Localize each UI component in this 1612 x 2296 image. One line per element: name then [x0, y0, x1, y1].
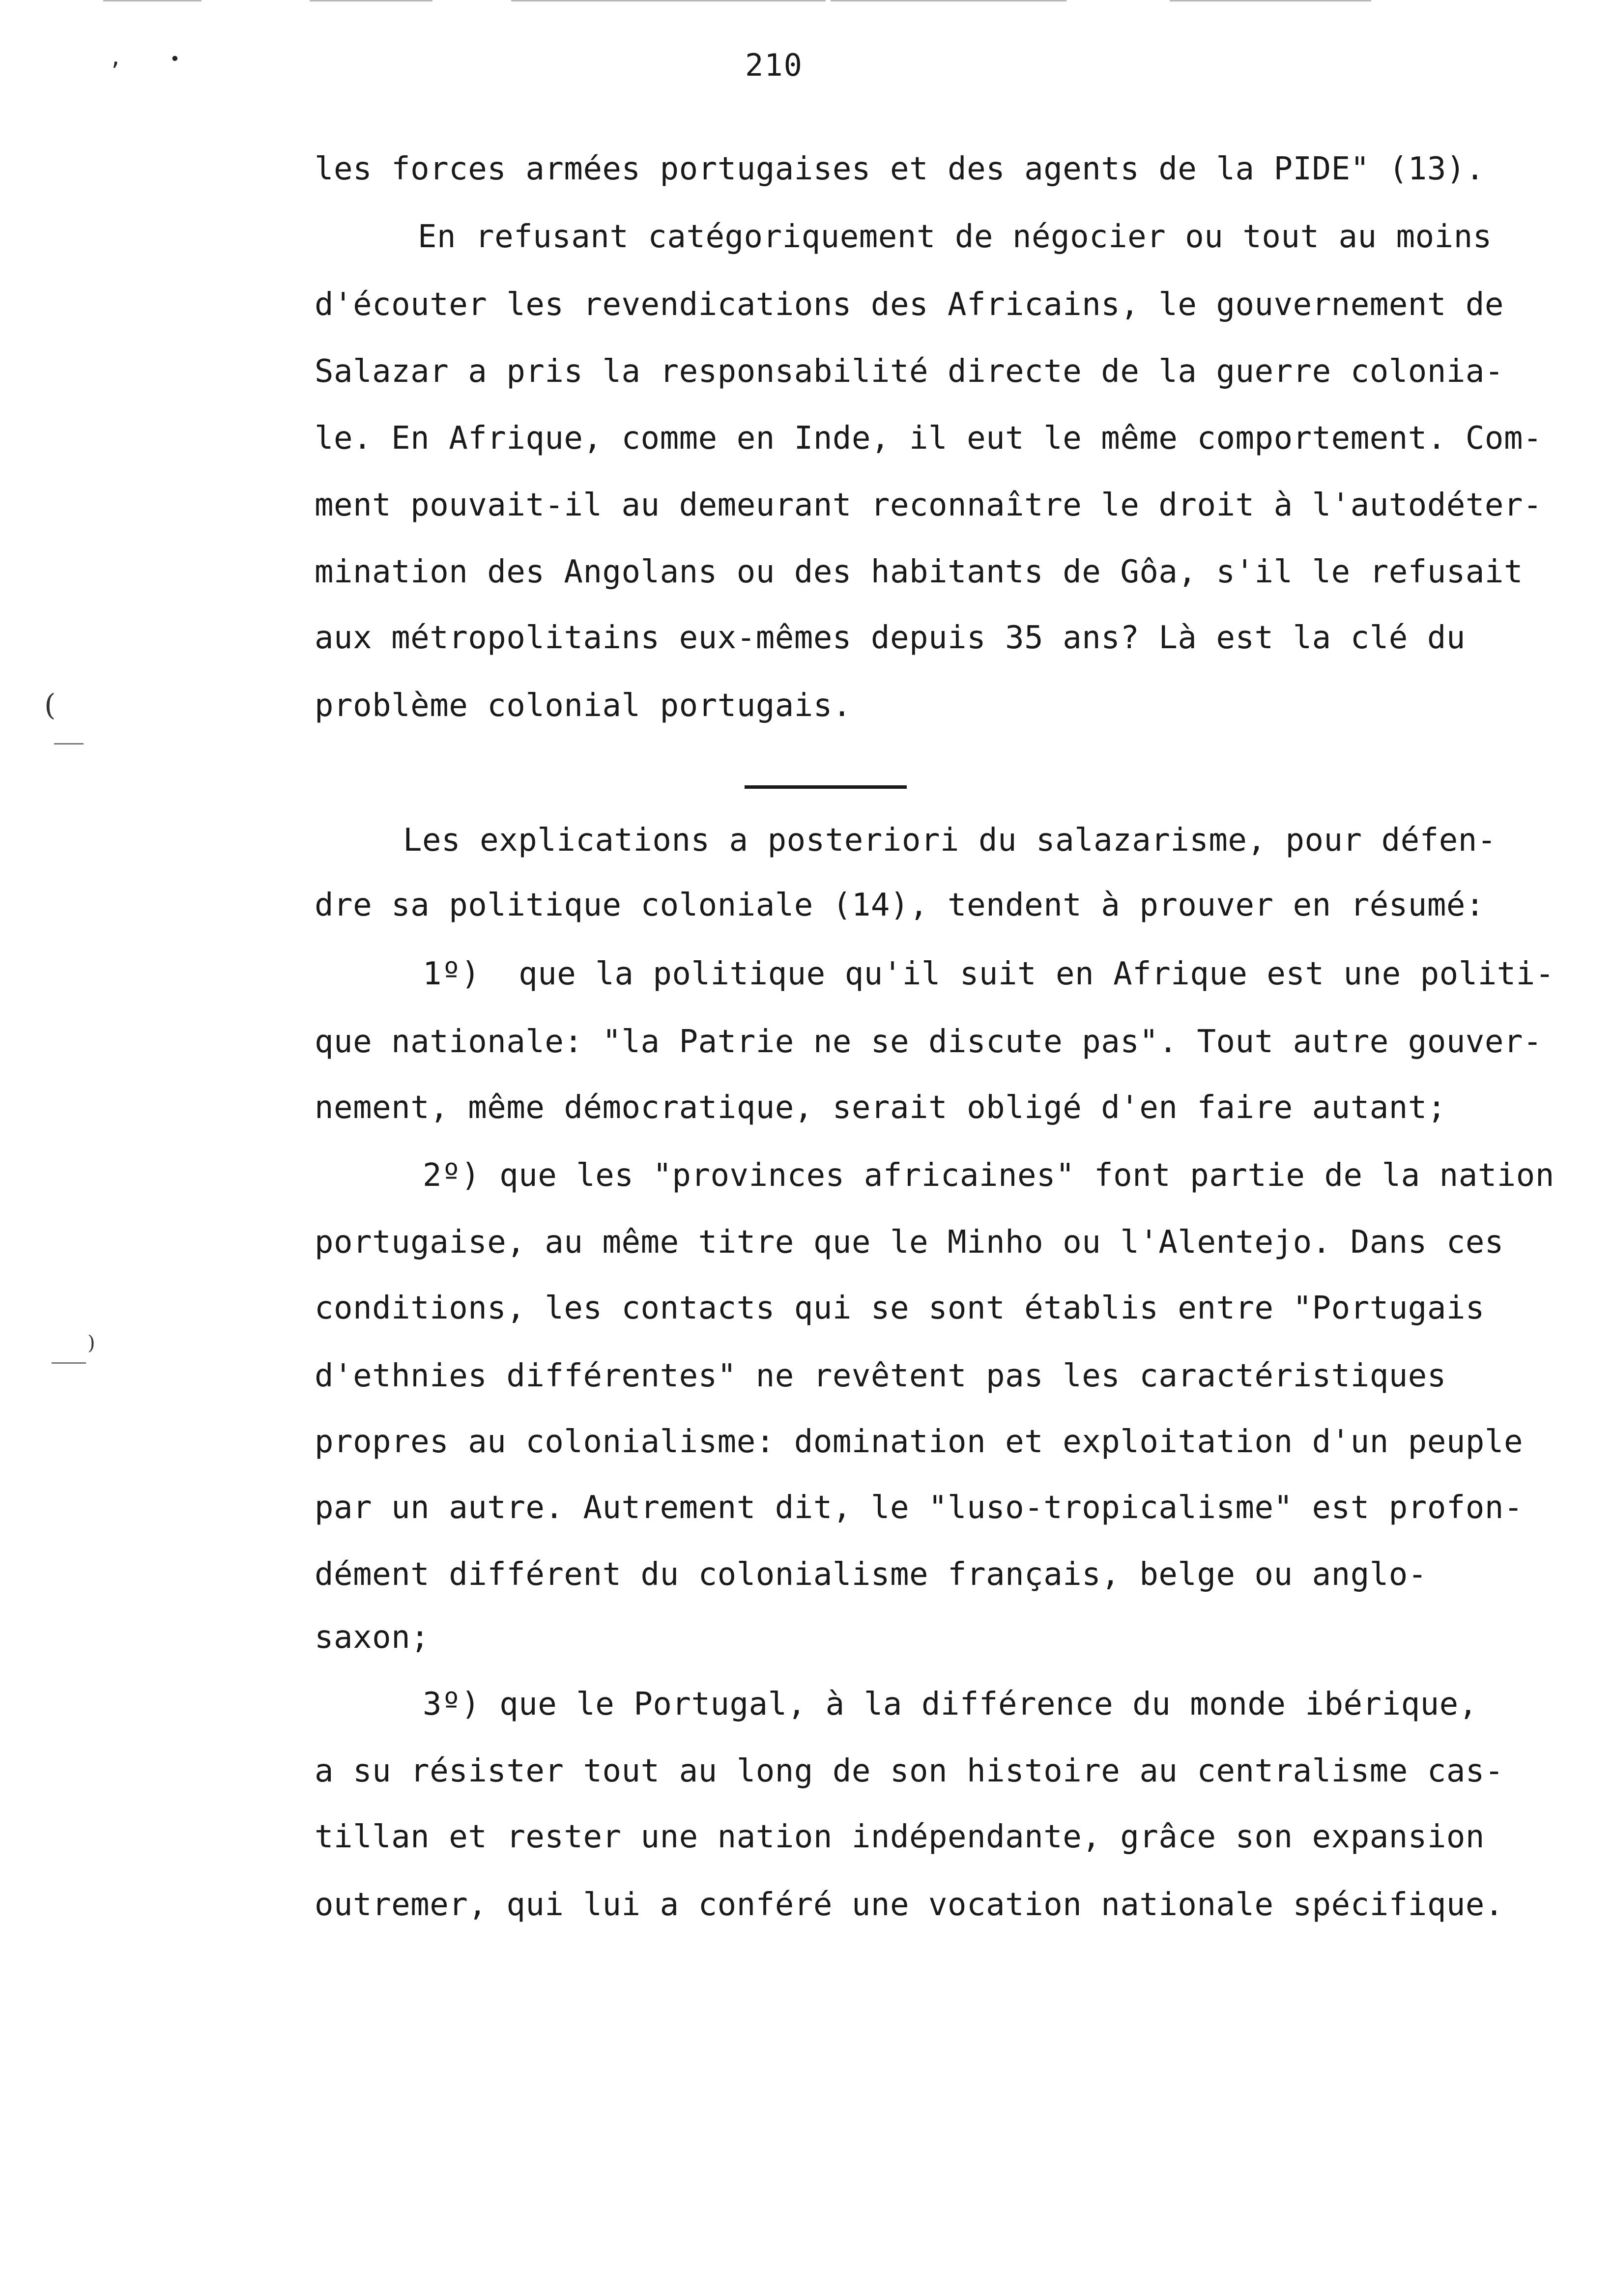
top-edge-rule: [511, 0, 826, 1]
list-item-1: 1º) que la politique qu'il suit en Afrique est une politi-: [423, 956, 1554, 992]
text-line: Salazar a pris la responsabilité directe de la guerre colonia-: [315, 353, 1504, 390]
margin-mark-stroke: [52, 1362, 86, 1364]
text-line: par un autre. Autrement dit, le "luso-tropicalisme" est profon-: [315, 1490, 1523, 1526]
text-line: ment pouvait-il au demeurant reconnaître le droit à l'autodéter-: [315, 487, 1542, 523]
page-number: 210: [745, 47, 803, 83]
text-line: d'ethnies différentes" ne revêtent pas les caractéristiques: [315, 1358, 1446, 1394]
top-edge-rule: [103, 0, 202, 1]
list-item-3: 3º) que le Portugal, à la différence du monde ibérique,: [423, 1686, 1478, 1722]
margin-mark: ): [87, 1332, 95, 1354]
text-line: nement, même démocratique, serait obligé d'en faire autant;: [315, 1090, 1446, 1126]
text-line: portugaise, au même titre que le Minho ou l'Alentejo. Dans ces: [315, 1224, 1504, 1261]
margin-mark: (: [44, 688, 56, 722]
text-line: propres au colonialisme: domination et exploitation d'un peuple: [315, 1424, 1523, 1460]
text-line: dre sa politique coloniale (14), tendent à prouver en résumé:: [315, 887, 1485, 923]
text-line: En refusant catégoriquement de négocier ou tout au moins: [418, 219, 1492, 255]
text-line: mination des Angolans ou des habitants de Gôa, s'il le refusait: [315, 554, 1523, 590]
text-line: dément différent du colonialisme français, belge ou anglo-: [315, 1556, 1427, 1593]
text-line: d'écouter les revendications des Africains, le gouvernement de: [315, 287, 1504, 323]
corner-mark: •: [170, 49, 180, 69]
text-line: Les explications a posteriori du salazarisme, pour défen-: [403, 822, 1497, 859]
text-line: le. En Afrique, comme en Inde, il eut le même comportement. Com-: [315, 420, 1542, 457]
corner-mark: ,: [109, 45, 122, 70]
text-line: les forces armées portugaises et des agents de la PIDE" (13).: [315, 151, 1485, 187]
text-line: a su résister tout au long de son histoire au centralisme cas-: [315, 1753, 1504, 1789]
text-line: que nationale: "la Patrie ne se discute pas". Tout autre gouver-: [315, 1024, 1542, 1060]
top-edge-rule: [831, 0, 1066, 1]
top-edge-rule: [1170, 0, 1371, 1]
text-line: tillan et rester une nation indépendante, grâce son expansion: [315, 1819, 1485, 1855]
text-line: aux métropolitains eux-mêmes depuis 35 ans? Là est la clé du: [315, 620, 1466, 656]
text-line: saxon;: [315, 1619, 430, 1656]
list-item-2: 2º) que les "provinces africaines" font partie de la nation: [423, 1157, 1554, 1194]
top-edge-rule: [310, 0, 432, 1]
text-line: problème colonial portugais.: [315, 688, 852, 724]
text-line: conditions, les contacts qui se sont établis entre "Portugais: [315, 1290, 1485, 1326]
margin-mark-stroke: [54, 743, 84, 745]
section-separator: [745, 785, 907, 789]
text-line: outremer, qui lui a conféré une vocation nationale spécifique.: [315, 1887, 1504, 1923]
